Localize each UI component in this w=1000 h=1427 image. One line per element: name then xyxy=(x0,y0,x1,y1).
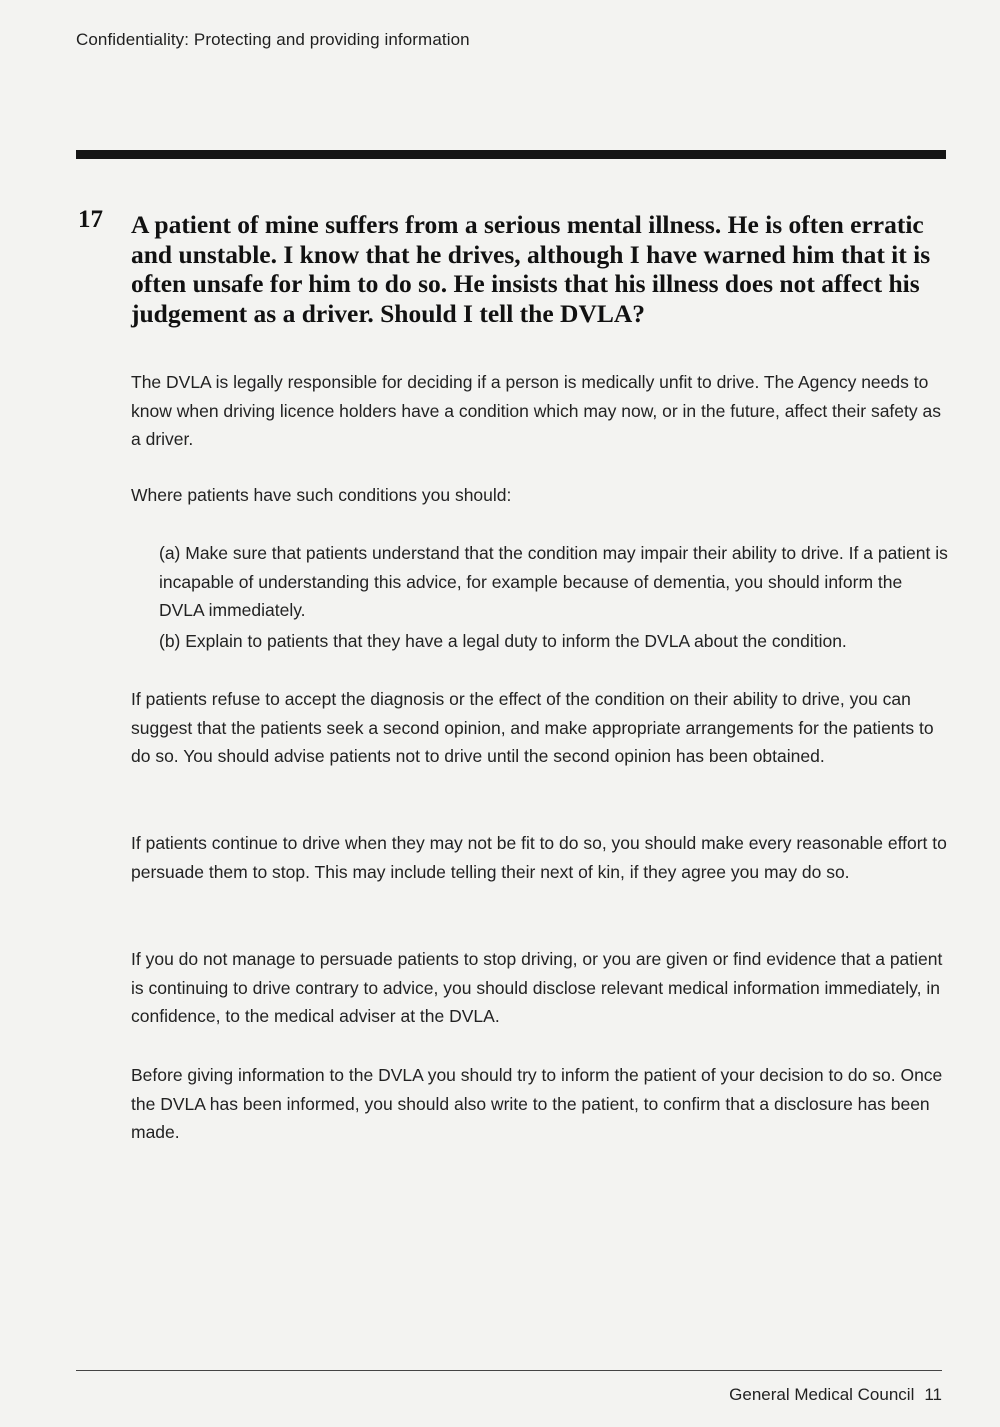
paragraph-dvla-responsibility: The DVLA is legally responsible for deciding if a person is medically unfit to drive. The Agency needs to know when driving licence holders have a condition which may now, or in the future, affect their safety as a driver. xyxy=(131,372,941,449)
paragraph-persuade-stop: If patients continue to drive when they may not be fit to do so, you should make every reasonable effort to persuade them to stop. This may include telling their next of kin, if they agree you may do so. xyxy=(131,833,947,882)
page-number: 11 xyxy=(924,1385,942,1404)
header-divider xyxy=(76,150,946,159)
list-item-a: (a) Make sure that patients understand that the condition may impair their ability to drive. If a patient is incapable of understanding this advice, for example because of dementia, you should inform the DVLA immediately. xyxy=(159,543,948,620)
question-heading: A patient of mine suffers from a serious mental illness. He is often erratic and unstable. I know that he drives, although I have warned him that it is often unsafe for him to do so. He insists that his illness does not affect his judgement as a driver. Should I tell the DVLA? xyxy=(131,210,931,328)
paragraph-where-patients: Where patients have such conditions you should: xyxy=(131,485,512,505)
paragraph-inform-patient: Before giving information to the DVLA you should try to inform the patient of your decision to do so. Once the DVLA has been informed, you should also write to the patient, to confirm that a disclosure has been made. xyxy=(131,1065,943,1142)
page-footer xyxy=(729,1385,942,1405)
running-header: Confidentiality: Protecting and providing information xyxy=(76,30,470,49)
footer-publisher: General Medical Council xyxy=(729,1385,915,1404)
paragraph-disclose: If you do not manage to persuade patients to stop driving, or you are given or find evidence that a patient is continuing to drive contrary to advice, you should disclose relevant medical information immediately, in confidence, to the medical adviser at the DVLA. xyxy=(131,949,943,1026)
list-item-b: (b) Explain to patients that they have a legal duty to inform the DVLA about the condition. xyxy=(159,631,847,651)
paragraph-second-opinion: If patients refuse to accept the diagnosis or the effect of the condition on their ability to drive, you can suggest that the patients seek a second opinion, and make appropriate arrangements for the patients to do so. You should advise patients not to drive until the second opinion has been obtained. xyxy=(131,689,934,766)
footer-divider xyxy=(76,1370,942,1371)
question-number: 17 xyxy=(78,206,103,233)
